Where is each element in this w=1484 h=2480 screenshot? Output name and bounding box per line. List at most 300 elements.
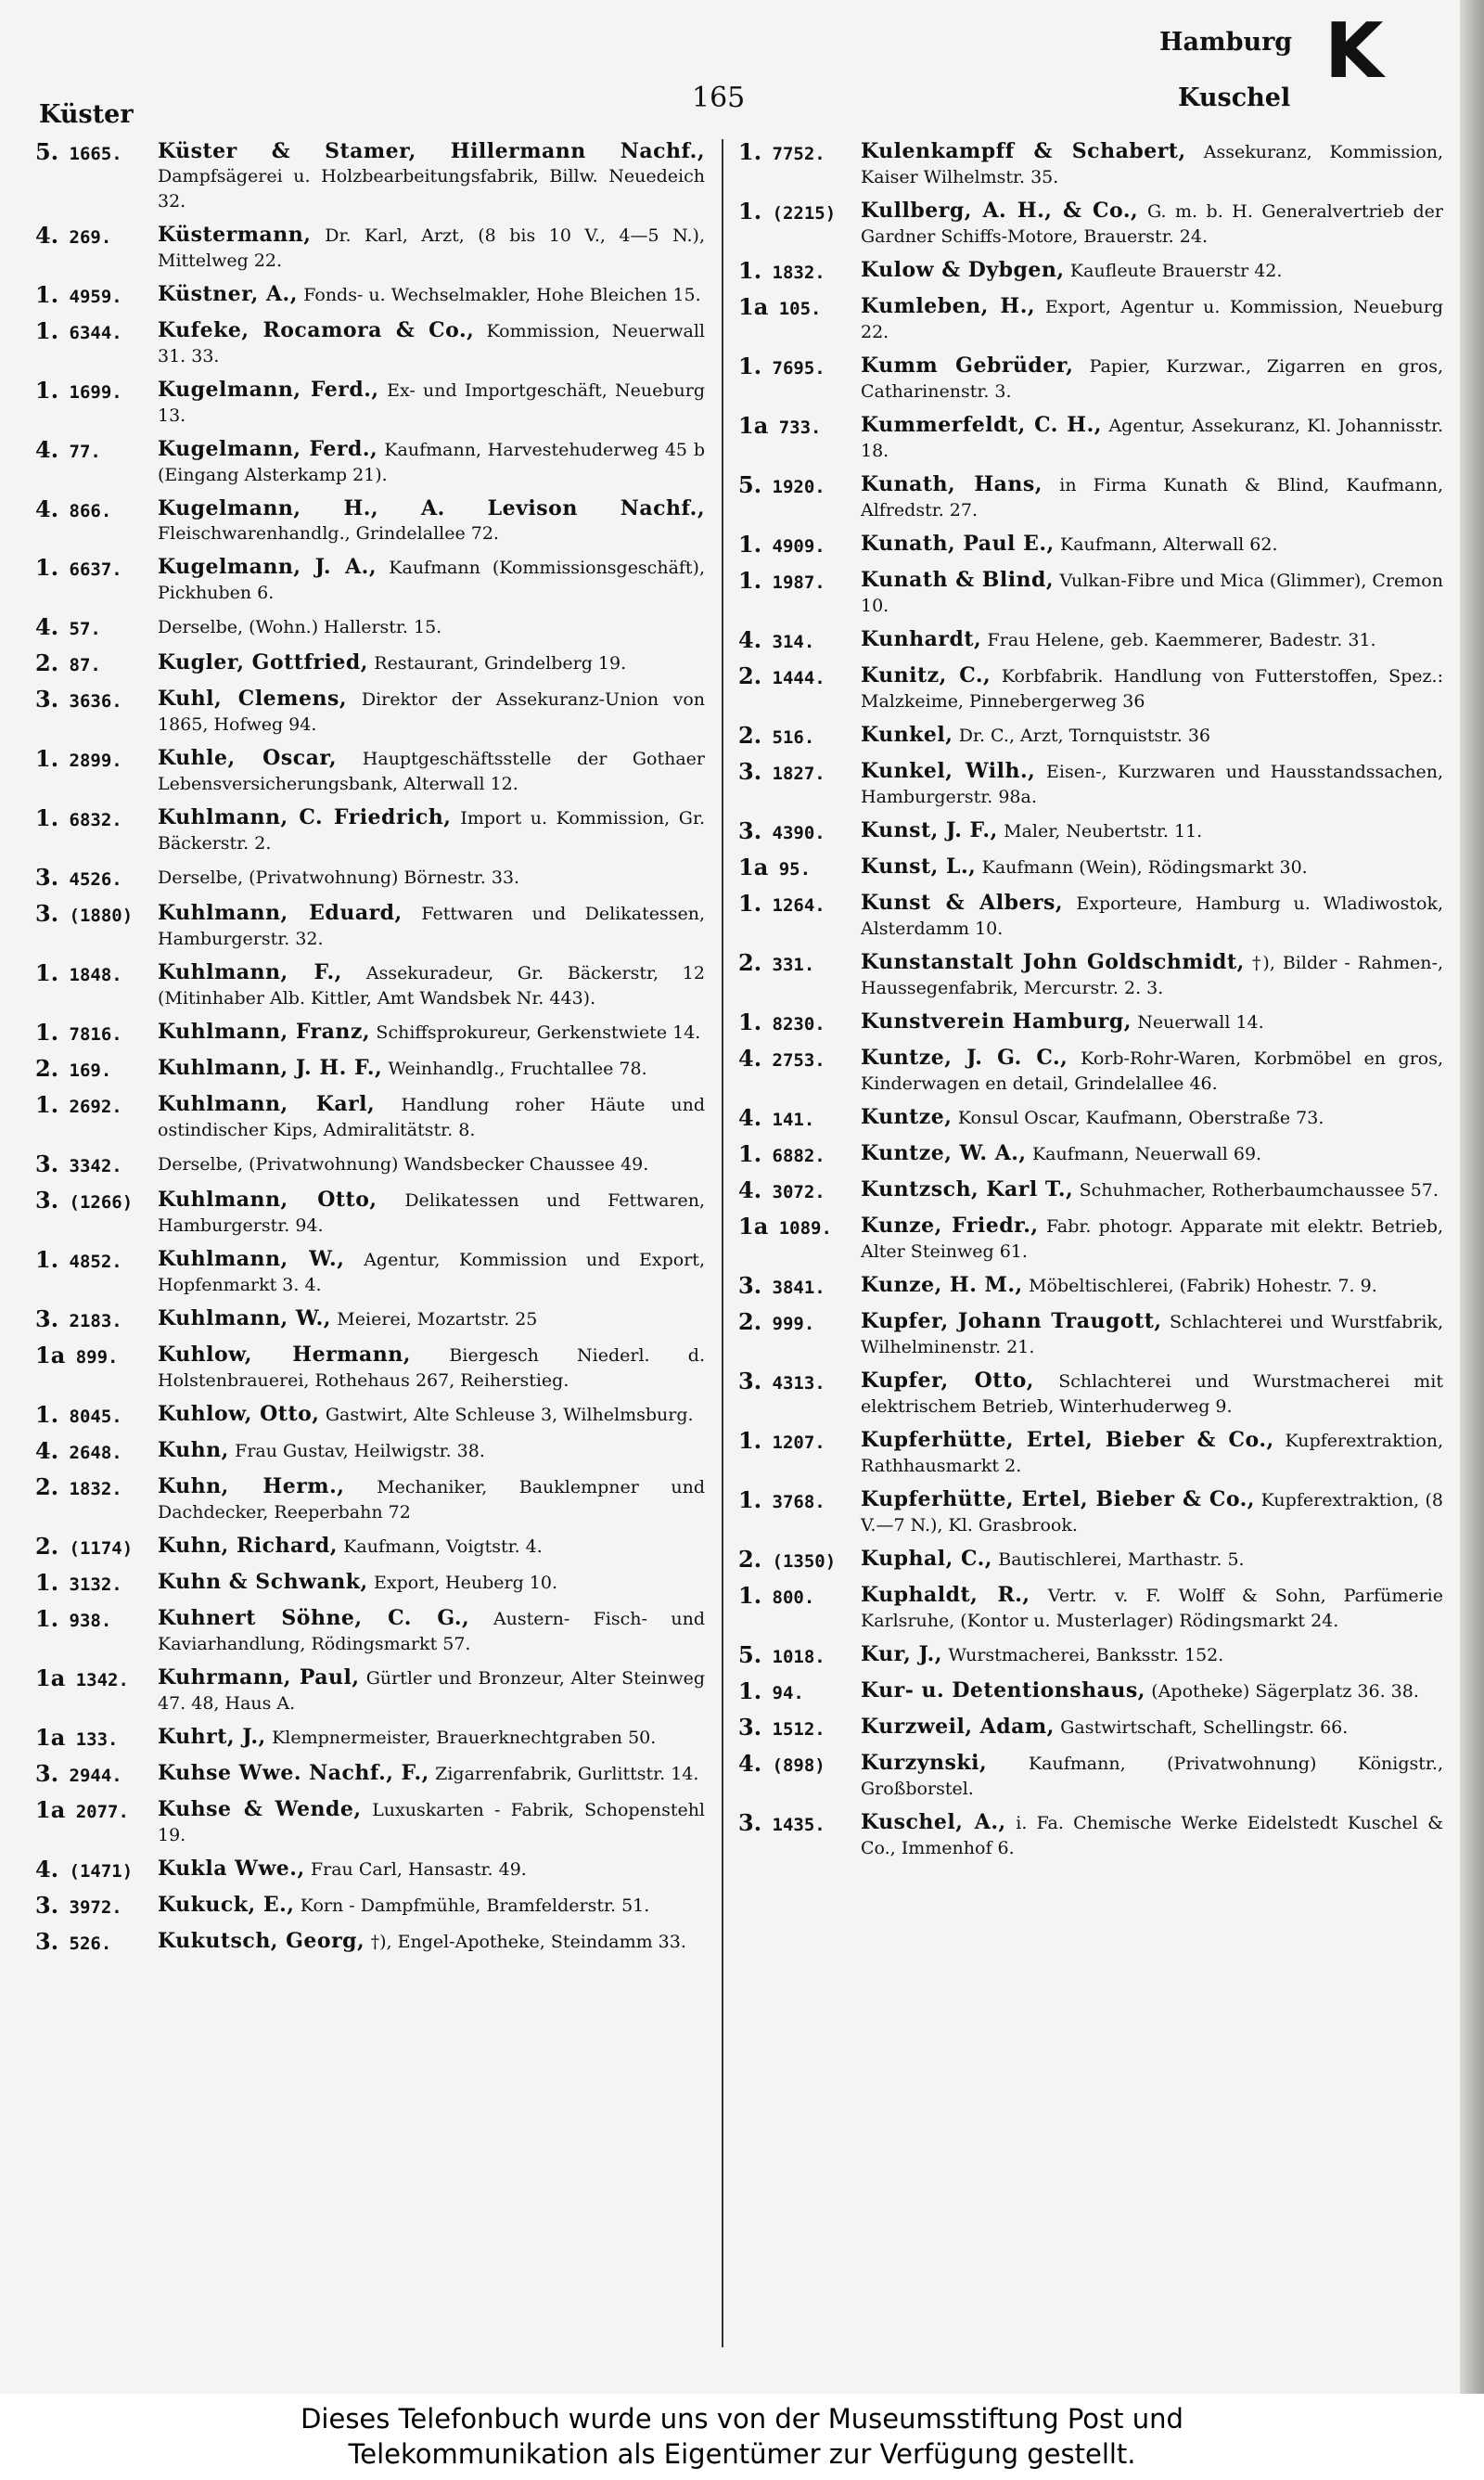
- entry-exchange: 3.: [35, 864, 59, 891]
- entry-phone-number: [738, 1428, 861, 1455]
- entry-description: Korbfabrik. Handlung von Futterstoffen, Spez.: Malzkeime, Pinnebergerweg 36: [861, 666, 1443, 712]
- directory-entry: [35, 1761, 705, 1788]
- entry-number: 1832.: [69, 1479, 122, 1499]
- entry-text: [158, 1929, 705, 1954]
- entry-number: 4390.: [772, 823, 825, 843]
- footer-line-2: Telekommunikation als Eigentümer zur Verfügung gestellt.: [348, 2438, 1136, 2470]
- directory-entry: [738, 663, 1443, 713]
- entry-number: 1827.: [772, 764, 825, 784]
- entry-name: Kuschel, A.,: [861, 1810, 1006, 1834]
- entry-name: Kuhn, Herm.,: [158, 1474, 345, 1498]
- entry-phone-number: [738, 1009, 861, 1036]
- entry-phone-number: [738, 1583, 861, 1610]
- entry-phone-number: [738, 1751, 861, 1778]
- entry-phone-number: [738, 1642, 861, 1669]
- entry-name: Kunath, Hans,: [861, 472, 1043, 496]
- entry-name: Kulow & Dybgen,: [861, 258, 1065, 282]
- entry-name: Kurzynski,: [861, 1751, 988, 1775]
- entry-text: [861, 1214, 1443, 1264]
- entry-exchange: 4.: [738, 1104, 762, 1131]
- entry-exchange: 2.: [35, 649, 59, 676]
- directory-entry: [35, 1020, 705, 1047]
- entry-description: Kaufmann, Voigtstr. 4.: [343, 1536, 543, 1557]
- entry-text: [861, 1309, 1443, 1359]
- entry-exchange: 1.: [738, 567, 762, 594]
- entry-phone-number: [35, 1665, 158, 1692]
- entry-number: 4852.: [69, 1252, 122, 1272]
- entry-name: Kupfer, Otto,: [861, 1368, 1034, 1393]
- entry-text: [158, 1761, 705, 1786]
- entry-phone-number: [738, 1368, 861, 1395]
- entry-phone-number: [35, 1402, 158, 1429]
- entry-number: 8045.: [69, 1407, 122, 1427]
- entry-phone-number: [738, 1273, 861, 1300]
- entry-description: Vertr. v. F. Wolff & Sohn, Parfümerie Karlsruhe, (Kontor u. Musterlager) Rödingsmarkt 24.: [861, 1586, 1443, 1631]
- entry-description: Schiffsprokureur, Gerkenstwiete 14.: [376, 1022, 701, 1043]
- entry-exchange: 1.: [35, 554, 59, 581]
- entry-text: [861, 1177, 1443, 1202]
- entry-description: Fleischwarenhandlg., Grindelallee 72.: [158, 523, 499, 544]
- entry-number: 269.: [69, 227, 112, 248]
- directory-entry: [35, 1857, 705, 1883]
- entry-description: Kaufleute Brauerstr 42.: [1069, 261, 1283, 281]
- entry-exchange: 4.: [35, 613, 59, 640]
- entry-number: 1512.: [772, 1719, 825, 1740]
- entry-text: [861, 759, 1443, 809]
- entry-name: Kuntze, W. A.,: [861, 1141, 1027, 1165]
- entry-exchange: 1.: [738, 1486, 762, 1513]
- entry-exchange: 5.: [35, 138, 59, 165]
- entry-exchange: 2.: [35, 1473, 59, 1500]
- entry-description: Derselbe, (Privatwohnung) Börnestr. 33.: [158, 867, 520, 888]
- entry-phone-number: [738, 1309, 861, 1336]
- entry-name: Kugelmann, J. A.,: [158, 555, 377, 579]
- entry-description: Direktor der Assekuranz-Union von 1865, Hofweg 94.: [158, 689, 706, 735]
- entry-text: [158, 687, 705, 737]
- entry-description: Ex- und Importgeschäft, Neueburg 13.: [158, 380, 705, 426]
- page-edge: [1460, 0, 1484, 2394]
- entry-exchange: 1.: [35, 804, 59, 831]
- entry-phone-number: [738, 818, 861, 845]
- entry-phone-number: [35, 1092, 158, 1119]
- entry-text: [861, 1547, 1443, 1572]
- entry-text: [158, 1570, 705, 1595]
- entry-text: [158, 223, 705, 273]
- entry-phone-number: [738, 1810, 861, 1837]
- entry-text: [861, 627, 1443, 652]
- entry-description: Handlung roher Häute und ostindischer Kips, Admiralitätstr. 8.: [158, 1095, 705, 1140]
- directory-entry: [35, 1306, 705, 1333]
- entry-name: Kufeke, Rocamora & Co.,: [158, 318, 475, 342]
- directory-entry: [738, 1368, 1443, 1419]
- entry-phone-number: [738, 1214, 861, 1240]
- entry-description: Frau Helene, geb. Kaemmerer, Badestr. 31.: [987, 630, 1376, 650]
- entry-phone-number: [35, 901, 158, 928]
- entry-number: 3841.: [772, 1278, 825, 1298]
- entry-number: 526.: [69, 1934, 112, 1954]
- entry-name: Kuhlow, Hermann,: [158, 1343, 411, 1367]
- entry-text: [861, 1368, 1443, 1419]
- entry-exchange: 3.: [35, 1892, 59, 1919]
- entry-exchange: 1.: [738, 890, 762, 917]
- entry-name: Kumm Gebrüder,: [861, 353, 1074, 378]
- entry-number: 2944.: [69, 1766, 122, 1786]
- entry-phone-number: [35, 1797, 158, 1824]
- entry-text: [861, 950, 1443, 1000]
- entry-description: Schlachterei und Wurstmacherei mit elektrischem Betrieb, Winterhuderweg 9.: [861, 1371, 1444, 1417]
- entry-phone-number: [35, 650, 158, 677]
- entry-phone-number: [35, 1534, 158, 1561]
- directory-entry: [738, 1273, 1443, 1300]
- entry-number: 899.: [75, 1347, 119, 1368]
- entry-text: [158, 1474, 705, 1524]
- footer-line-1: Dieses Telefonbuch wurde uns von der Museumsstiftung Post und: [301, 2403, 1183, 2435]
- entry-text: [158, 1343, 705, 1393]
- entry-number: 3636.: [69, 691, 122, 712]
- directory-entry: [738, 759, 1443, 809]
- entry-text: [158, 378, 705, 428]
- entry-text: [158, 1402, 705, 1427]
- entry-description: Kupferextraktion, Rathhausmarkt 2.: [861, 1431, 1444, 1476]
- entry-text: [861, 1642, 1443, 1667]
- entry-description: Fabr. photogr. Apparate mit elektr. Betrieb, Alter Steinweg 61.: [861, 1216, 1444, 1262]
- entry-description: i. Fa. Chemische Werke Eidelstedt Kuschel & Co., Immenhof 6.: [861, 1813, 1443, 1858]
- entry-phone-number: [738, 1141, 861, 1168]
- directory-entry: [35, 805, 705, 855]
- entry-exchange: 1.: [738, 1140, 762, 1167]
- entry-number: 3342.: [69, 1156, 122, 1176]
- entry-phone-number: [738, 855, 861, 881]
- entry-description: Exporteure, Hamburg u. Wladiwostok, Alsterdamm 10.: [861, 893, 1443, 939]
- entry-exchange: 2.: [35, 1055, 59, 1082]
- entry-number: 516.: [772, 727, 815, 748]
- entry-name: Kuhn & Schwank,: [158, 1570, 368, 1594]
- entry-phone-number: [35, 1306, 158, 1333]
- entry-number: 1832.: [772, 263, 825, 283]
- entry-name: Kuhlmann, W.,: [158, 1247, 345, 1271]
- entry-phone-number: [35, 865, 158, 892]
- directory-entry: [35, 378, 705, 428]
- entry-exchange: 1.: [738, 531, 762, 558]
- entry-phone-number: [35, 1247, 158, 1274]
- entry-description: Dampfsägerei u. Holzbearbeitungsfabrik, Billw. Neuedeich 32.: [158, 166, 705, 212]
- entry-phone-number: [35, 960, 158, 987]
- directory-entry: [35, 746, 705, 796]
- directory-entry: [738, 1105, 1443, 1132]
- entry-phone-number: [738, 568, 861, 595]
- entry-name: Kunitz, C.,: [861, 663, 991, 687]
- entry-text: [861, 258, 1443, 283]
- entry-phone-number: [35, 282, 158, 309]
- entry-phone-number: [35, 746, 158, 773]
- entry-number: (1350): [772, 1551, 837, 1572]
- entry-exchange: 2.: [738, 722, 762, 749]
- entry-number: 866.: [69, 501, 112, 521]
- directory-entry: [35, 1188, 705, 1238]
- entry-number: 1665.: [69, 144, 122, 164]
- entry-text: [861, 532, 1443, 557]
- entry-phone-number: [738, 1715, 861, 1741]
- entry-description: Korn - Dampfmühle, Bramfelderstr. 51.: [300, 1895, 650, 1916]
- entry-description: Biergesch Niederl. d. Holstenbrauerei, Rothehaus 267, Reiherstieg.: [158, 1345, 705, 1391]
- entry-description: Weinhandlg., Fruchtallee 78.: [388, 1059, 647, 1079]
- entry-phone-number: [738, 950, 861, 977]
- entry-number: 105.: [778, 299, 822, 319]
- entry-description: Eisen-, Kurzwaren und Hausstandssachen, Hamburgerstr. 98a.: [861, 762, 1443, 807]
- entry-description: Möbeltischlerei, (Fabrik) Hohestr. 7. 9.: [1029, 1276, 1377, 1296]
- entry-phone-number: [738, 294, 861, 321]
- entry-exchange: 1a: [738, 1213, 769, 1240]
- entry-exchange: 2.: [738, 1308, 762, 1335]
- entry-exchange: 2.: [738, 949, 762, 976]
- entry-description: Kaufmann, Alterwall 62.: [1060, 534, 1278, 555]
- entry-text: [158, 1092, 705, 1142]
- header-letter: K: [1324, 7, 1384, 96]
- entry-name: Kuhlmann, Karl,: [158, 1092, 376, 1116]
- directory-entry: [738, 1046, 1443, 1096]
- entry-exchange: 1.: [738, 1009, 762, 1035]
- directory-entry: [35, 1402, 705, 1429]
- directory-entry: [738, 1177, 1443, 1204]
- entry-description: Zigarrenfabrik, Gurlittstr. 14.: [435, 1764, 699, 1784]
- entry-number: (1266): [69, 1192, 134, 1213]
- directory-entry: [738, 532, 1443, 559]
- entry-text: [158, 1306, 705, 1331]
- entry-name: Küster & Stamer, Hillermann Nachf.,: [158, 139, 705, 163]
- entry-name: Kupferhütte, Ertel, Bieber & Co.,: [861, 1487, 1255, 1511]
- entry-name: Kupferhütte, Ertel, Bieber & Co.,: [861, 1428, 1274, 1452]
- entry-exchange: 1.: [35, 317, 59, 344]
- entry-description: Frau Carl, Hansastr. 49.: [310, 1859, 527, 1880]
- entry-number: 4909.: [772, 536, 825, 557]
- entry-name: Kugelmann, H., A. Levison Nachf.,: [158, 496, 705, 520]
- entry-phone-number: [738, 1046, 861, 1073]
- entry-name: Kunath, Paul E.,: [861, 532, 1055, 556]
- entry-exchange: 1a: [35, 1342, 66, 1368]
- entry-number: 1264.: [772, 895, 825, 916]
- entry-number: 1848.: [69, 965, 122, 985]
- directory-entry: [738, 855, 1443, 881]
- entry-text: [861, 1273, 1443, 1298]
- directory-entry: [35, 1151, 705, 1178]
- entry-phone-number: [35, 1893, 158, 1920]
- entry-phone-number: [35, 1570, 158, 1597]
- directory-entry: [35, 223, 705, 273]
- entry-text: [158, 1247, 705, 1297]
- entry-text: [861, 139, 1443, 189]
- entry-text: [158, 960, 705, 1010]
- directory-entry: [35, 1438, 705, 1465]
- entry-name: Kur, J.,: [861, 1642, 942, 1666]
- entry-phone-number: [738, 1105, 861, 1132]
- entry-name: Kunkel,: [861, 723, 953, 747]
- entry-description: Dr. Karl, Arzt, (8 bis 10 V., 4—5 N.), Mittelweg 22.: [158, 225, 705, 271]
- entry-text: [861, 1009, 1443, 1034]
- directory-entry: [738, 1715, 1443, 1741]
- entry-name: Kuhse Wwe. Nachf., F.,: [158, 1761, 429, 1785]
- entry-name: Kuhrt, J.,: [158, 1725, 266, 1749]
- entry-number: 3768.: [772, 1492, 825, 1512]
- directory-entry: [738, 1141, 1443, 1168]
- entry-number: 57.: [69, 619, 101, 639]
- directory-entry: [35, 865, 705, 892]
- entry-phone-number: [738, 759, 861, 786]
- entry-text: [158, 282, 705, 307]
- entry-number: 1920.: [772, 477, 825, 497]
- entry-text: [861, 413, 1443, 463]
- directory-entry: [35, 1797, 705, 1847]
- page-header: [33, 7, 1434, 129]
- entry-exchange: 1.: [738, 138, 762, 165]
- entry-number: 8230.: [772, 1014, 825, 1034]
- entry-description: Dr. C., Arzt, Tornquiststr. 36: [958, 726, 1211, 746]
- entry-exchange: 1.: [35, 959, 59, 986]
- entry-description: in Firma Kunath & Blind, Kaufmann, Alfredstr. 27.: [861, 475, 1444, 520]
- entry-text: [158, 1857, 705, 1882]
- entry-name: Kukutsch, Georg,: [158, 1929, 365, 1953]
- entry-description: Derselbe, (Privatwohnung) Wandsbecker Chaussee 49.: [158, 1154, 649, 1175]
- entry-number: 2692.: [69, 1097, 122, 1117]
- entry-description: G. m. b. H. Generalvertrieb der Gardner Schiffs-Motore, Brauerstr. 24.: [861, 201, 1444, 247]
- entry-name: Kugelmann, Ferd.,: [158, 378, 379, 402]
- entry-exchange: 1.: [35, 745, 59, 772]
- directory-entry: [738, 258, 1443, 285]
- entry-description: Export, Heuberg 10.: [374, 1573, 557, 1593]
- entry-number: (898): [772, 1755, 825, 1776]
- entry-description: Maler, Neubertstr. 11.: [1004, 821, 1203, 842]
- entry-exchange: 1a: [35, 1664, 66, 1691]
- entry-number: 94.: [772, 1683, 804, 1703]
- entry-exchange: 1.: [738, 353, 762, 379]
- entry-text: [158, 614, 705, 639]
- entry-text: [861, 1141, 1443, 1166]
- entry-name: Kummerfeldt, C. H.,: [861, 413, 1102, 437]
- entry-number: 6344.: [69, 323, 122, 343]
- entry-phone-number: [738, 199, 861, 225]
- directory-entry: [738, 353, 1443, 404]
- entry-number: 87.: [69, 655, 101, 675]
- entry-text: [158, 437, 705, 487]
- entry-name: Kuphaldt, R.,: [861, 1583, 1030, 1607]
- directory-entry: [35, 960, 705, 1010]
- entry-exchange: 1a: [738, 293, 769, 320]
- entry-number: 999.: [772, 1314, 815, 1334]
- directory-entry: [738, 950, 1443, 1000]
- directory-entry: [35, 1606, 705, 1656]
- entry-name: Kuhlmann, Franz,: [158, 1020, 371, 1044]
- entry-name: Kupfer, Johann Traugott,: [861, 1309, 1162, 1333]
- entry-text: [861, 1428, 1443, 1478]
- entry-text: [158, 1056, 705, 1081]
- entry-name: Kuhnert Söhne, C. G.,: [158, 1606, 470, 1630]
- entry-phone-number: [738, 472, 861, 499]
- entry-exchange: 1.: [35, 1605, 59, 1632]
- directory-entry: [35, 496, 705, 546]
- entry-description: Kaufmann, Harvestehuderweg 45 b (Eingang Alsterkamp 21).: [158, 440, 706, 485]
- entry-description: Frau Gustav, Heilwigstr. 38.: [235, 1441, 485, 1461]
- entry-number: 733.: [778, 418, 822, 438]
- directory-entry: [738, 472, 1443, 522]
- entry-name: Kuntze, J. G. C.,: [861, 1046, 1068, 1070]
- entry-description: Korb-Rohr-Waren, Korbmöbel en gros, Kinderwagen en detail, Grindelallee 46.: [861, 1048, 1444, 1094]
- entry-exchange: 1.: [35, 1091, 59, 1118]
- entry-description: Export, Agentur u. Kommission, Neueburg 22.: [861, 297, 1444, 342]
- entry-exchange: 4.: [35, 495, 59, 522]
- entry-text: [158, 1188, 705, 1238]
- entry-number: 2648.: [69, 1443, 122, 1463]
- entry-exchange: 3.: [738, 758, 762, 785]
- entry-description: Derselbe, (Wohn.) Hallerstr. 15.: [158, 617, 442, 637]
- entry-number: 7816.: [69, 1024, 122, 1045]
- entry-exchange: 3.: [738, 1368, 762, 1394]
- entry-description: †), Engel-Apotheke, Steindamm 33.: [370, 1932, 686, 1952]
- entry-description: Austern- Fisch- und Kaviarhandlung, Rödingsmarkt 57.: [158, 1609, 705, 1654]
- entry-exchange: 4.: [35, 436, 59, 463]
- entry-number: 1444.: [772, 668, 825, 688]
- entry-number: 1987.: [772, 572, 825, 593]
- directory-entry: [35, 650, 705, 677]
- entry-number: 1089.: [778, 1218, 832, 1239]
- directory-entry: [35, 614, 705, 641]
- entry-description: Fonds- u. Wechselmakler, Hohe Bleichen 15.: [303, 285, 701, 305]
- entry-description: Agentur, Assekuranz, Kl. Johannisstr. 18.: [861, 416, 1443, 461]
- directory-entry: [738, 1547, 1443, 1574]
- entry-phone-number: [35, 1761, 158, 1788]
- entry-exchange: 2.: [738, 1546, 762, 1573]
- entry-exchange: 3.: [35, 1760, 59, 1787]
- entry-text: [861, 568, 1443, 618]
- entry-phone-number: [738, 891, 861, 918]
- directory-entry: [738, 1642, 1443, 1669]
- directory-entry: [35, 1474, 705, 1524]
- entry-exchange: 3.: [738, 1809, 762, 1836]
- entry-name: Kur- u. Detentionshaus,: [861, 1678, 1145, 1703]
- entry-description: Hauptgeschäftsstelle der Gothaer Lebensversicherungsbank, Alterwall 12.: [158, 749, 706, 794]
- entry-exchange: 4.: [738, 1176, 762, 1203]
- entry-description: Gastwirtschaft, Schellingstr. 66.: [1060, 1717, 1349, 1738]
- entry-exchange: 1.: [738, 257, 762, 284]
- entry-exchange: 4.: [738, 1750, 762, 1777]
- entry-description: Assekuranz, Kommission, Kaiser Wilhelmstr. 35.: [861, 142, 1444, 187]
- directory-entry: [35, 687, 705, 737]
- entry-phone-number: [35, 318, 158, 345]
- entry-number: 1699.: [69, 382, 122, 403]
- entry-description: Gürtler und Bronzeur, Alter Steinweg 47. 48, Haus A.: [158, 1668, 706, 1714]
- entry-phone-number: [35, 1343, 158, 1369]
- entry-name: Kugler, Gottfried,: [158, 650, 368, 675]
- entry-number: 1435.: [772, 1815, 825, 1835]
- entry-name: Kumleben, H.,: [861, 294, 1036, 318]
- entry-description: Gastwirt, Alte Schleuse 3, Wilhelmsburg.: [325, 1405, 694, 1425]
- entry-name: Kunkel, Wilh.,: [861, 759, 1036, 783]
- entry-text: [158, 865, 705, 890]
- entry-number: (1471): [69, 1861, 134, 1882]
- page-number: 165: [692, 82, 746, 114]
- directory-entry: [738, 1751, 1443, 1801]
- entry-name: Kunst & Albers,: [861, 891, 1064, 915]
- entry-phone-number: [35, 614, 158, 641]
- entry-number: 938.: [69, 1611, 112, 1631]
- entry-text: [158, 496, 705, 546]
- entry-exchange: 5.: [738, 471, 762, 498]
- entry-name: Kunstanstalt John Goldschmidt,: [861, 950, 1245, 974]
- entry-exchange: 3.: [35, 1150, 59, 1177]
- entry-phone-number: [35, 1725, 158, 1752]
- directory-entry: [35, 1570, 705, 1597]
- entry-text: [861, 1487, 1443, 1537]
- directory-entry: [738, 627, 1443, 654]
- entry-number: 4959.: [69, 287, 122, 307]
